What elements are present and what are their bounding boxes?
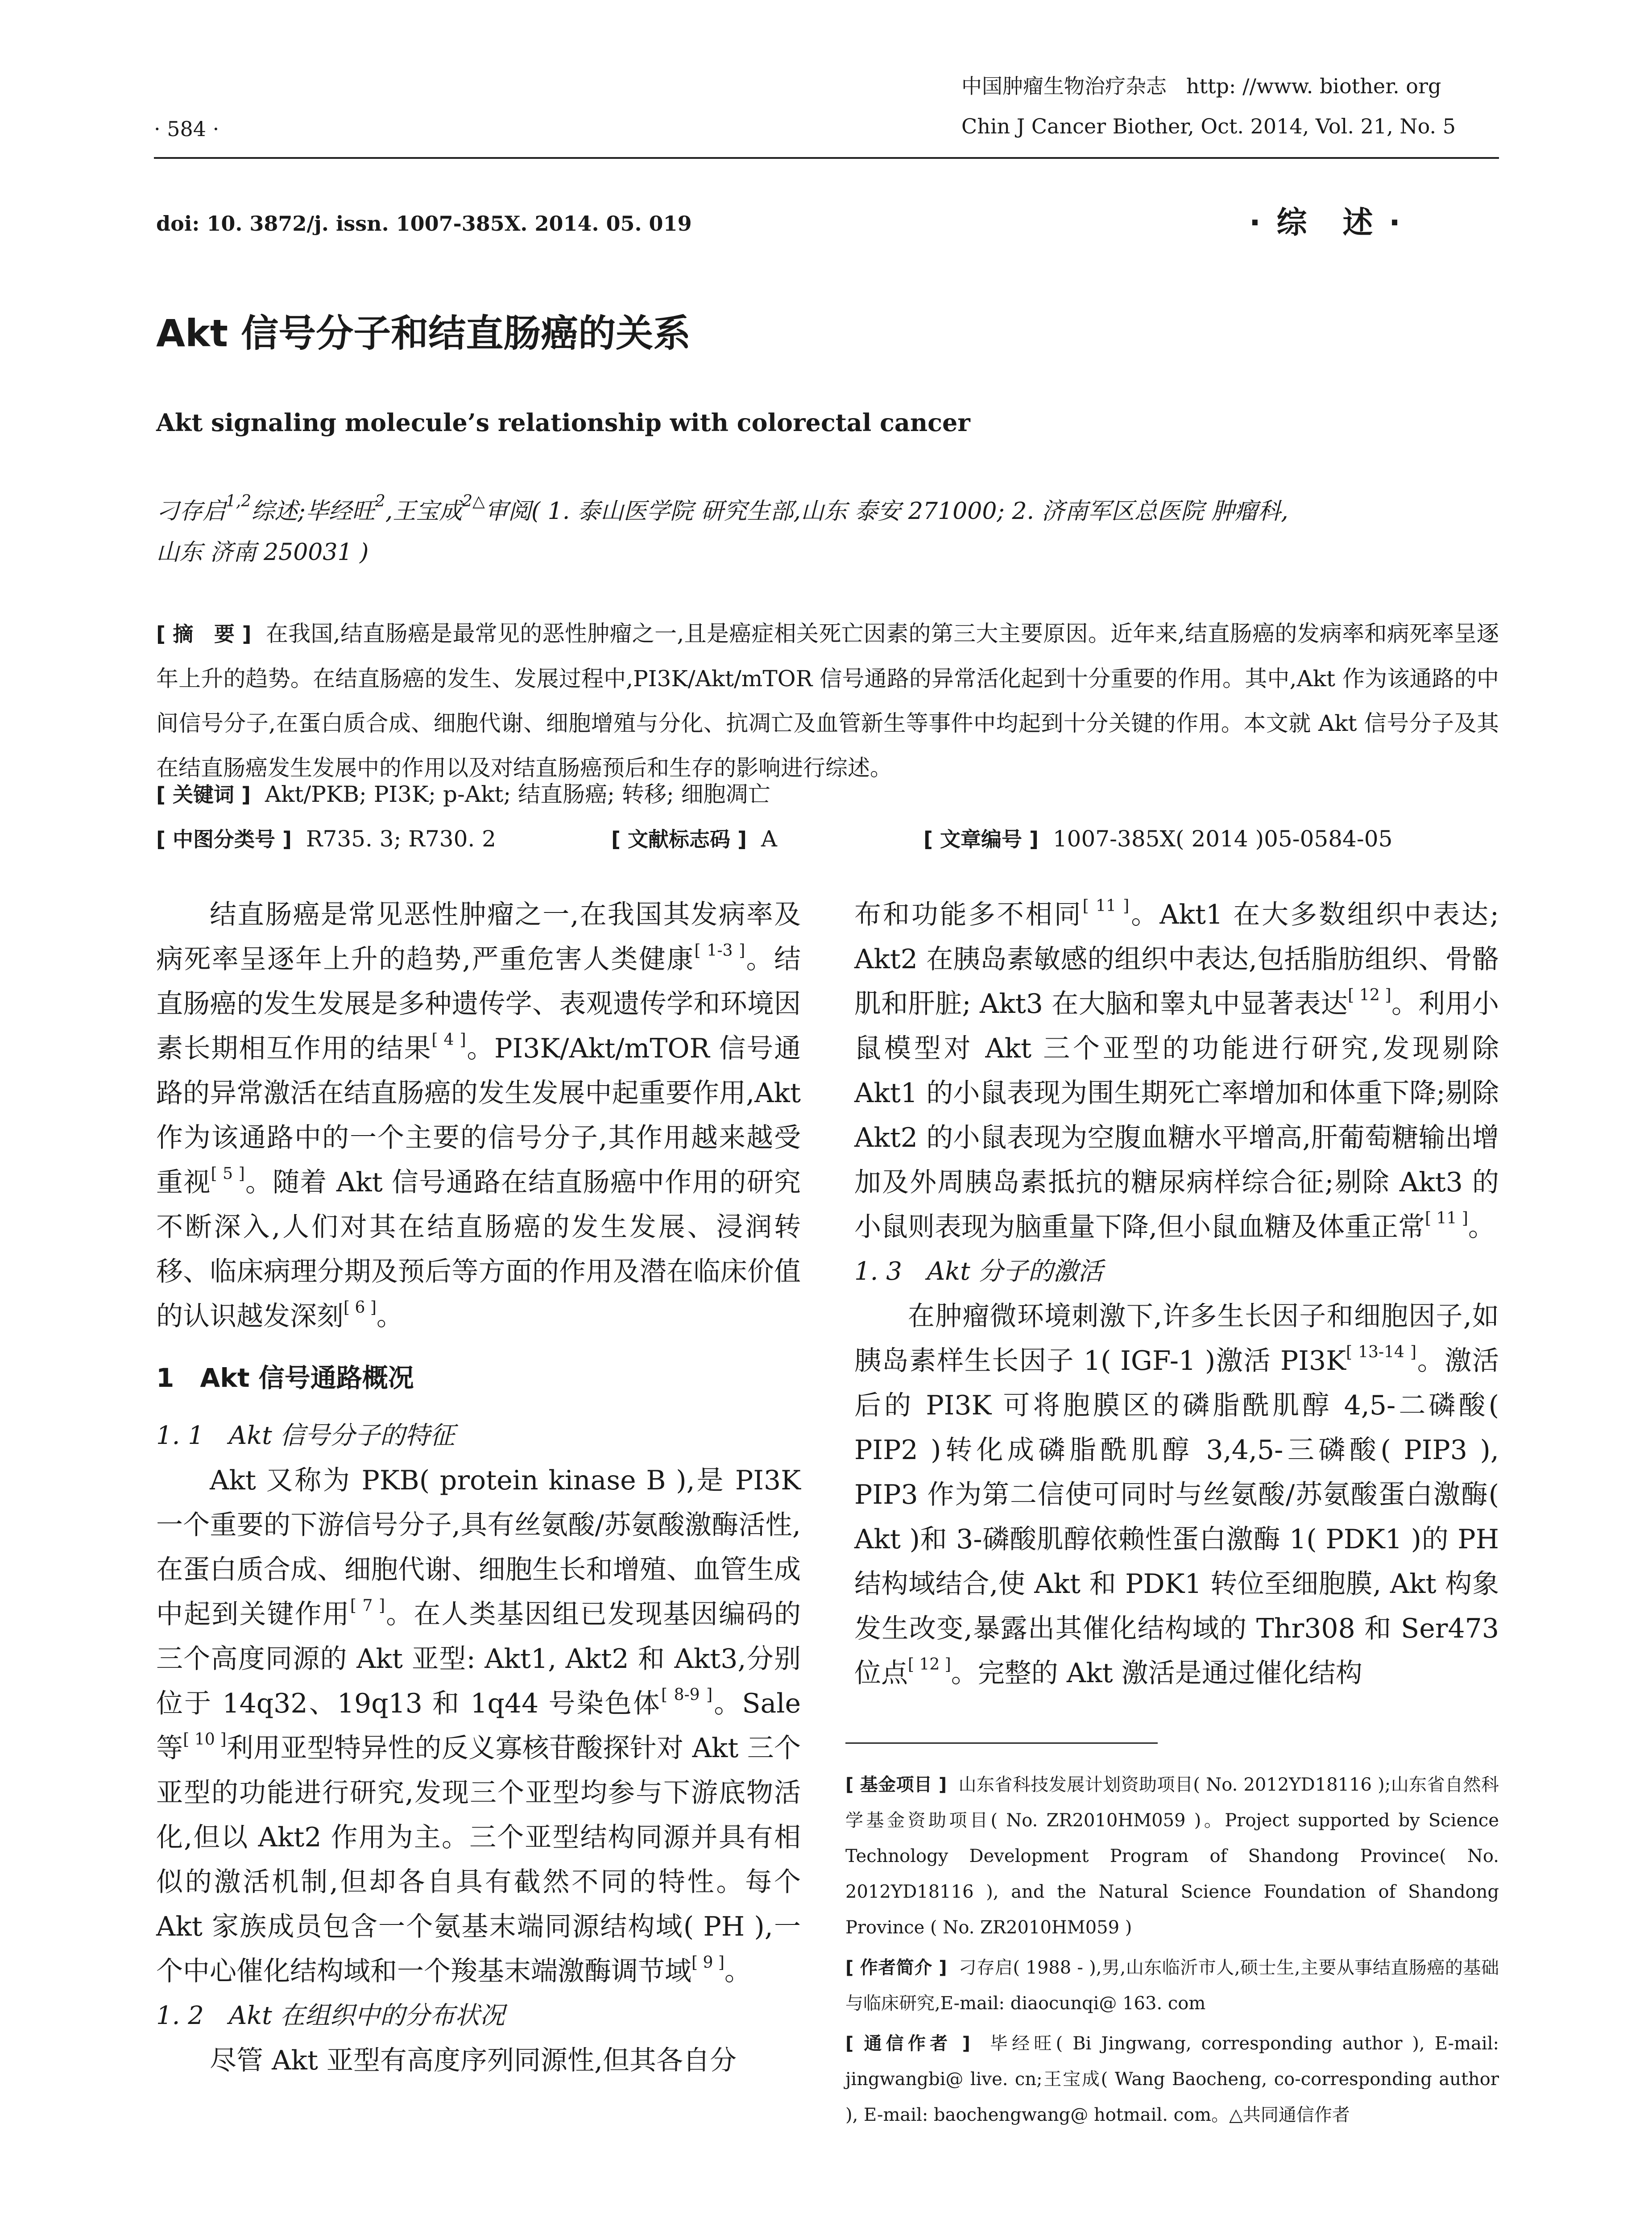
subsection-heading-1-2: 1. 2 Akt 在组织中的分布状况 bbox=[156, 2001, 505, 2030]
doi[interactable]: doi: 10. 3872/j. issn. 1007-385X. 2014. 05. 019 bbox=[156, 211, 692, 236]
left-column bbox=[156, 892, 801, 2083]
corresponding-label: [ 通信作者 ] bbox=[845, 2033, 970, 2054]
title-cn: Akt 信号分子和结直肠癌的关系 bbox=[156, 311, 691, 355]
section-tag: · 综 述 · bbox=[1249, 205, 1404, 241]
funding-text: 山东省科技发展计划资助项目( No. 2012YD18116 );山东省自然科学基金资助项目( No. ZR2010HM059 )。Project supported by Science Technology Development Program of Shandong Province( No. 2012YD18116 ), and the Natural Science Foundation of Shandong Province ( No. ZR2010HM059 ) bbox=[845, 1775, 1499, 1938]
clc-value: R735. 3; R730. 2 bbox=[306, 826, 496, 852]
subsection-heading-1-1: 1. 1 Akt 信号分子的特征 bbox=[156, 1421, 455, 1450]
footnote-corresponding bbox=[845, 2026, 1499, 2133]
journal-citation: Chin J Cancer Biother, Oct. 2014, Vol. 21, No. 5 bbox=[961, 114, 1456, 138]
keywords-text: Akt/PKB; PI3K; p-Akt; 结直肠癌; 转移; 细胞凋亡 bbox=[265, 781, 770, 807]
section-heading-1: 1 Akt 信号通路概况 bbox=[156, 1363, 414, 1393]
footnote-funding bbox=[845, 1767, 1499, 1945]
author-info-label: [ 作者简介 ] bbox=[845, 1957, 947, 1978]
right-column bbox=[854, 892, 1499, 1696]
keywords-label: [ 关键词 ] bbox=[156, 783, 251, 807]
corresponding-text: 毕经旺( Bi Jingwang, corresponding author ), E-mail: jingwangbi@ live. cn;王宝成( Wang Baocheng, co-corresponding author ), E-mail: baochengwang@ hotmail. com。△共同通信作者 bbox=[845, 2033, 1499, 2125]
footnote-author bbox=[845, 1950, 1499, 2021]
doc-code-label: [ 文献标志码 ] bbox=[611, 827, 747, 851]
subsection-heading-1-3: 1. 3 Akt 分子的激活 bbox=[854, 1257, 1103, 1286]
journal-header bbox=[961, 66, 1456, 146]
journal-name-cn: 中国肿瘤生物治疗杂志 bbox=[961, 74, 1167, 98]
abstract-text: 在我国,结直肠癌是最常见的恶性肿瘤之一,且是癌症相关死亡因素的第三大主要原因。近年来,结直肠癌的发病率和病死率呈逐年上升的趋势。在结直肠癌的发生、发展过程中,PI3K/Akt/mTOR 信号通路的异常活化起到十分重要的作用。其中,Akt 作为该通路的中间信号分子,在蛋白质合成、细胞代谢、细胞增殖与分化、抗凋亡及血管新生等事件中均起到十分关键的作用。本文就 Akt 信号分子及其在结直肠癌发生发展中的作用以及对结直肠癌预后和生存的影响进行综述。 bbox=[156, 621, 1499, 781]
page-number: · 584 · bbox=[154, 117, 219, 141]
title-en: Akt signaling molecule’s relationship with colorectal cancer bbox=[156, 408, 970, 437]
footnote-rule bbox=[845, 1742, 1158, 1744]
journal-url[interactable]: http: //www. biother. org bbox=[1186, 74, 1441, 98]
body-paragraph: 在肿瘤微环境刺激下,许多生长因子和细胞因子,如胰岛素样生长因子 1( IGF-1 )激活 PI3K[ 13-14 ]。激活后的 PI3K 可将胞膜区的磷脂酰肌醇 4,5-二磷酸( PIP2 )转化成磷脂酰肌醇 3,4,5-三磷酸( PIP3 ), PIP3 作为第二信使可同时与丝氨酸/苏氨酸蛋白激酶( Akt )和 3-磷酸肌醇依赖性蛋白激酶 1( PDK1 )的 PH 结构域结合,使 Akt 和 PDK1 转位至细胞膜, Akt 构象发生改变,暴露出其催化结构域的 Thr308 和 Ser473 位点[ 12 ]。完整的 Akt 激活是通过催化结构 bbox=[854, 1301, 1499, 1689]
body-paragraph: Akt 又称为 PKB( protein kinase B ),是 PI3K 一个重要的下游信号分子,具有丝氨酸/苏氨酸激酶活性,在蛋白质合成、细胞代谢、细胞生长和增殖、血管生成中起到关键作用[ 7 ]。在人类基因组已发现基因编码的三个高度同源的 Akt 亚型: Akt1, Akt2 和 Akt3,分别位于 14q32、19q13 和 1q44 号染色体[ 8-9 ]。Sale 等[ 10 ]利用亚型特异性的反义寡核苷酸探针对 Akt 三个亚型的功能进行研究,发现三个亚型均参与下游底物活化,但以 Akt2 作用为主。三个亚型结构同源并具有相似的激活机制,但却各自具有截然不同的特性。每个 Akt 家族成员包含一个氨基末端同源结构域( PH ),一个中心催化结构域和一个羧基末端激酶调节域[ 9 ]。 bbox=[156, 1465, 801, 1987]
header-rule bbox=[154, 157, 1499, 159]
body-paragraph: 结直肠癌是常见恶性肿瘤之一,在我国其发病率及病死率呈逐年上升的趋势,严重危害人类健康[ 1-3 ]。结直肠癌的发生发展是多种遗传学、表观遗传学和环境因素长期相互作用的结果[ 4 ]。PI3K/Akt/mTOR 信号通路的异常激活在结直肠癌的发生发展中起重要作用,Akt 作为该通路中的一个主要的信号分子,其作用越来越受重视[ 5 ]。随着 Akt 信号通路在结直肠癌中作用的研究不断深入,人们对其在结直肠癌的发生发展、浸润转移、临床病理分期及预后等方面的作用及潜在临床价值的认识越发深刻[ 6 ]。 bbox=[156, 899, 801, 1332]
author-info-text: 刁存启( 1988 - ),男,山东临沂市人,硕士生,主要从事结直肠癌的基础与临床研究,E-mail: diaocunqi@ 163. com bbox=[845, 1957, 1499, 2014]
body-paragraph: 尽管 Akt 亚型有高度序列同源性,但其各自分 bbox=[210, 2045, 737, 2076]
article-no-value: 1007-385X( 2014 )05-0584-05 bbox=[1052, 826, 1393, 852]
authors-line-2: 山东 济南 250031 ) bbox=[156, 539, 369, 566]
authors bbox=[156, 491, 1499, 573]
clc-label: [ 中图分类号 ] bbox=[156, 827, 292, 851]
body-paragraph: 布和功能多不相同[ 11 ]。Akt1 在大多数组织中表达; Akt2 在胰岛素敏感的组织中表达,包括脂肪组织、骨骼肌和肝脏; Akt3 在大脑和睾丸中显著表达[ 12 ]。利用小鼠模型对 Akt 三个亚型的功能进行研究,发现剔除 Akt1 的小鼠表现为围生期死亡率增加和体重下降;剔除 Akt2 的小鼠表现为空腹血糖水平增高,肝葡萄糖输出增加及外周胰岛素抵抗的糖尿病样综合征;剔除 Akt3 的小鼠则表现为脑重量下降,但小鼠血糖及体重正常[ 11 ]。 bbox=[854, 897, 1499, 1243]
article-no-label: [ 文章编号 ] bbox=[923, 827, 1039, 851]
authors-line-1: 刁存启$^{1,2}$综述;毕经旺$^2$,王宝成$^{2\triangle}$审阅( 1. 泰山医学院 研究生部,山东 泰安 271000; 2. 济南军区总医院 肿瘤科, bbox=[156, 492, 1288, 525]
abstract bbox=[156, 611, 1499, 790]
abstract-label: [ 摘 要 ] bbox=[156, 622, 252, 646]
funding-label: [ 基金项目 ] bbox=[845, 1775, 947, 1795]
keywords bbox=[156, 772, 1499, 817]
doc-code-value: A bbox=[761, 826, 777, 852]
